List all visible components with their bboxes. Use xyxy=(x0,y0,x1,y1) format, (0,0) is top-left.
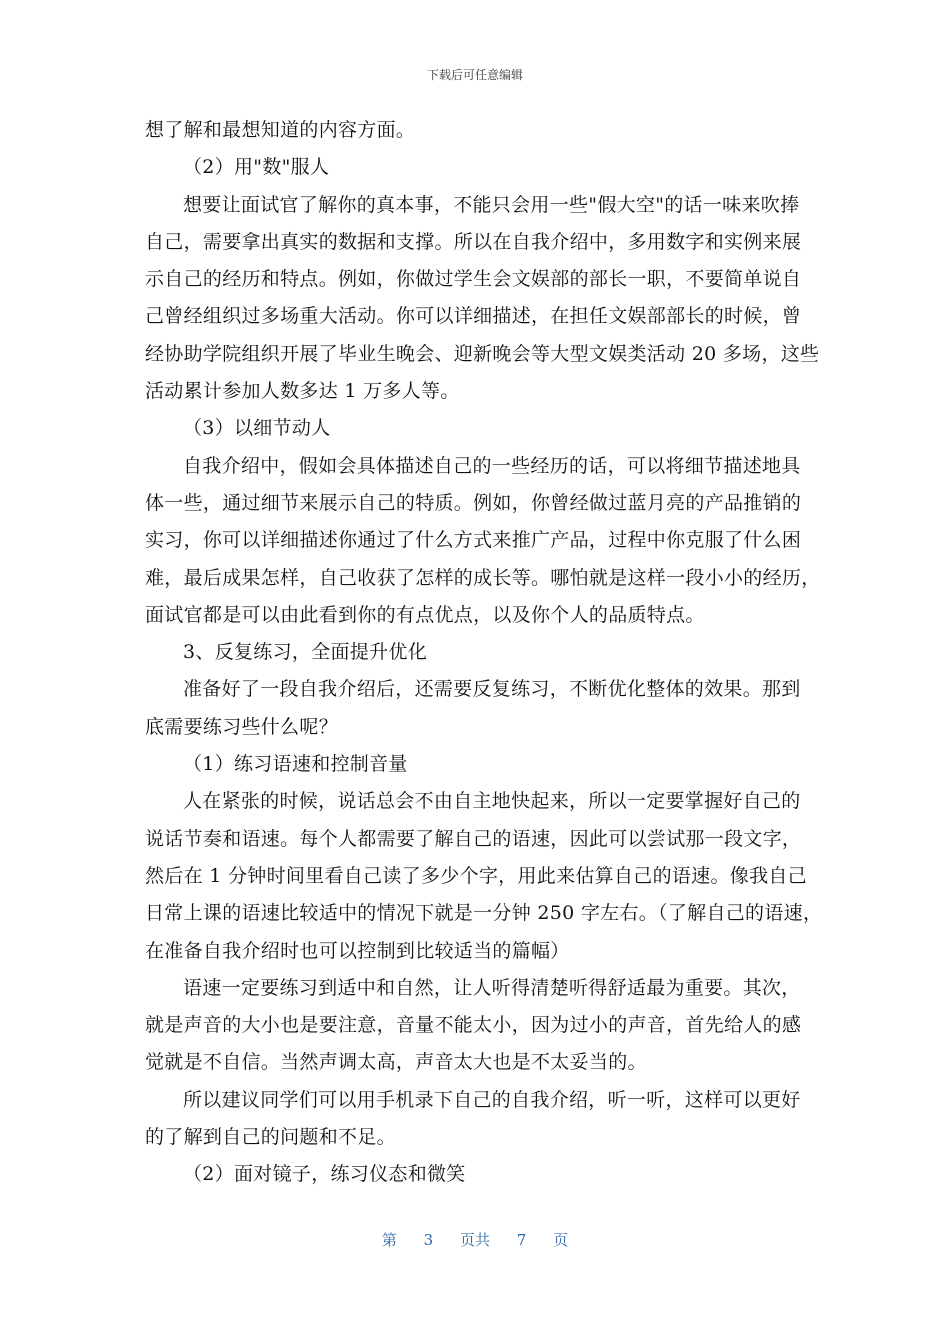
paragraph-line: 示自己的经历和特点。例如，你做过学生会文娱部的部长一职，不要简单说自 xyxy=(145,268,802,291)
paragraph-line: 说话节奏和语速。每个人都需要了解自己的语速，因此可以尝试那一段文字， xyxy=(145,827,802,850)
paragraph-line: 实习，你可以详细描述你通过了什么方式来推广产品，过程中你克服了什么困 xyxy=(145,529,802,552)
paragraph-line: 想了解和最想知道的内容方面。 xyxy=(145,119,416,141)
paragraph-line: 语速一定要练习到适中和自然，让人听得清楚听得舒适最为重要。其次， xyxy=(183,976,801,999)
paragraph-line: 底需要练习些什么呢？ xyxy=(145,715,339,738)
section-heading: 3、反复练习，全面提升优化 xyxy=(183,641,427,664)
page-label-prefix: 第 xyxy=(381,1231,397,1249)
page-footer xyxy=(0,1229,950,1250)
document-body xyxy=(145,112,823,1194)
paragraph-line: 己曾经组织过多场重大活动。你可以详细描述，在担任文娱部部长的时候，曾 xyxy=(145,305,802,328)
paragraph-line: 就是声音的大小也是要注意，音量不能太小，因为过小的声音，首先给人的感 xyxy=(145,1014,802,1037)
paragraph-line: 所以建议同学们可以用手机录下自己的自我介绍，听一听，这样可以更好 xyxy=(183,1088,801,1111)
paragraph-line: 在准备自我介绍时也可以控制到比较适当的篇幅） xyxy=(145,939,570,962)
paragraph-line: 自我介绍中，假如会具体描述自己的一些经历的话，可以将细节描述地具 xyxy=(183,454,801,477)
paragraph-line: 体一些，通过细节来展示自己的特质。例如，你曾经做过蓝月亮的产品推销的 xyxy=(145,491,802,514)
paragraph-line: 经协助学院组织开展了毕业生晚会、迎新晚会等大型文娱类活动 20 多场，这些 xyxy=(145,342,820,365)
section-heading: （3）以细节动人 xyxy=(183,417,331,440)
page-label-mid: 页共 xyxy=(459,1231,490,1249)
section-heading: （2）用"数"服人 xyxy=(183,156,330,179)
paragraph-line: 日常上课的语速比较适中的情况下就是一分钟 250 字左右。（了解自己的语速， xyxy=(145,902,823,925)
page-current-number: 3 xyxy=(423,1231,434,1249)
page-total-number: 7 xyxy=(516,1231,527,1249)
section-heading: （2）面对镜子，练习仪态和微笑 xyxy=(183,1163,466,1186)
paragraph-line: 活动累计参加人数多达 1 万多人等。 xyxy=(145,380,460,403)
page-label-suffix: 页 xyxy=(553,1231,569,1249)
paragraph-line: 想要让面试官了解你的真本事，不能只会用一些"假大空"的话一味来吹捧 xyxy=(183,193,800,216)
paragraph-line: 然后在 1 分钟时间里看自己读了多少个字，用此来估算自己的语速。像我自己 xyxy=(145,864,807,887)
paragraph-line: 人在紧张的时候，说话总会不由自主地快起来，所以一定要掌握好自己的 xyxy=(183,790,801,813)
paragraph-line: 准备好了一段自我介绍后，还需要反复练习，不断优化整体的效果。那到 xyxy=(183,678,801,701)
section-heading: （1）练习语速和控制音量 xyxy=(183,753,408,776)
paragraph-line: 的了解到自己的问题和不足。 xyxy=(145,1126,396,1149)
page-header: 下载后可任意编辑 xyxy=(426,68,523,82)
paragraph-line: 面试官都是可以由此看到你的有点优点，以及你个人的品质特点。 xyxy=(145,603,705,626)
paragraph-line: 自己，需要拿出真实的数据和支撑。所以在自我介绍中，多用数字和实例来展 xyxy=(145,230,802,253)
paragraph-line: 难，最后成果怎样，自己收获了怎样的成长等。哪怕就是这样一段小小的经历， xyxy=(145,566,821,589)
paragraph-line: 觉就是不自信。当然声调太高，声音太大也是不太妥当的。 xyxy=(145,1051,647,1074)
